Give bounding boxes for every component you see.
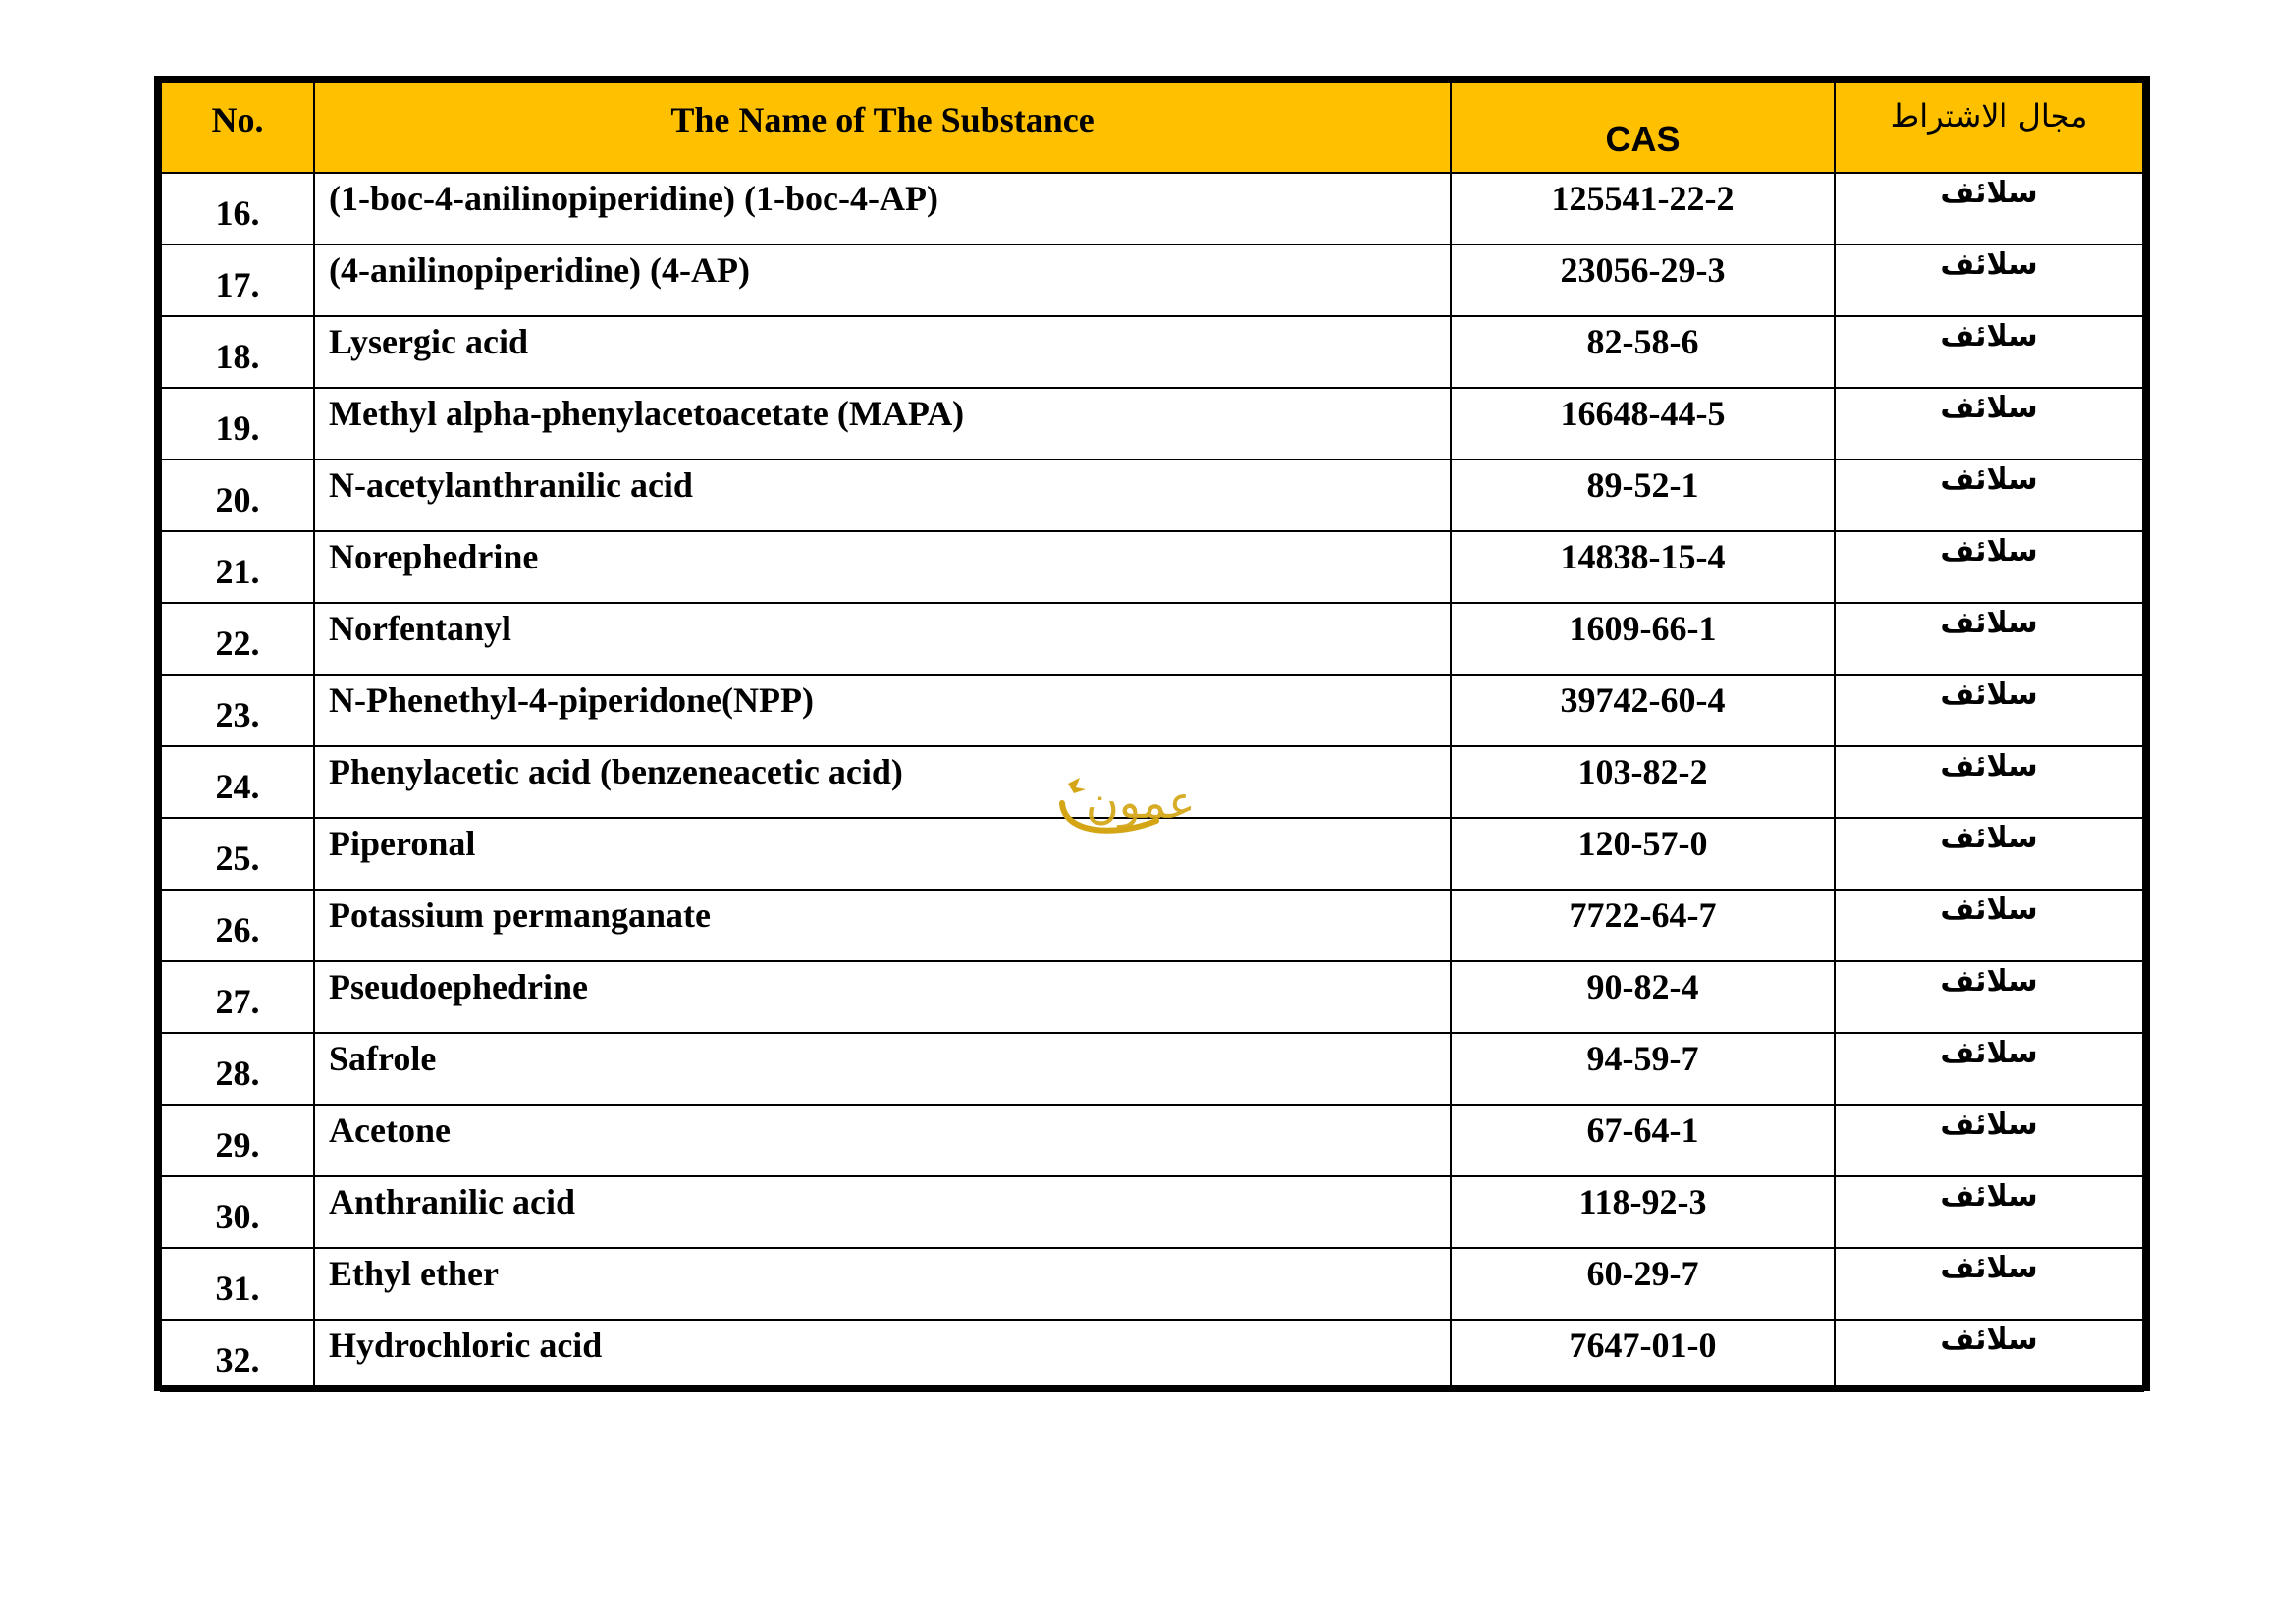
substance-name: N-Phenethyl-4-piperidone(NPP) [314,675,1451,746]
watermark-text: عمون [1086,776,1196,829]
cas-number: 118-92-3 [1451,1176,1835,1248]
table-row [161,1105,2143,1176]
scope-label: سلائف [1835,603,2143,675]
scope-label: سلائف [1835,746,2143,818]
scope-label: سلائف [1835,173,2143,244]
watermark-logo [1058,776,1245,854]
row-number: 16. [161,173,314,244]
cas-number: 7722-64-7 [1451,890,1835,961]
scope-label: سلائف [1835,531,2143,603]
table-row [161,890,2143,961]
table-row [161,388,2143,460]
cas-number: 94-59-7 [1451,1033,1835,1105]
row-number: 30. [161,1176,314,1248]
substances-table [160,81,2144,1392]
row-number: 19. [161,388,314,460]
scope-label: سلائف [1835,675,2143,746]
scope-label: سلائف [1835,1248,2143,1320]
scope-label: سلائف [1835,1176,2143,1248]
cas-number: 120-57-0 [1451,818,1835,890]
cas-number: 67-64-1 [1451,1105,1835,1176]
cas-number: 90-82-4 [1451,961,1835,1033]
table-row [161,173,2143,244]
scope-label: سلائف [1835,388,2143,460]
cas-number: 60-29-7 [1451,1248,1835,1320]
substance-name: Acetone [314,1105,1451,1176]
header-scope: مجال الاشتراط [1835,82,2143,173]
header-no: No. [161,82,314,173]
table-row [161,1248,2143,1320]
table-row [161,1033,2143,1105]
scope-label: سلائف [1835,890,2143,961]
table-header-row [161,82,2143,173]
table-row [161,961,2143,1033]
row-number: 21. [161,531,314,603]
substance-name: (4-anilinopiperidine) (4-AP) [314,244,1451,316]
cas-number: 16648-44-5 [1451,388,1835,460]
substance-name: Phenylacetic acid (benzeneacetic acid) [314,746,1451,818]
cas-number: 7647-01-0 [1451,1320,1835,1391]
cas-number: 125541-22-2 [1451,173,1835,244]
scope-label: سلائف [1835,818,2143,890]
cas-number: 82-58-6 [1451,316,1835,388]
substance-name: Methyl alpha-phenylacetoacetate (MAPA) [314,388,1451,460]
table-row [161,531,2143,603]
row-number: 27. [161,961,314,1033]
substance-name: Piperonal [314,818,1451,890]
row-number: 24. [161,746,314,818]
substance-name: Norephedrine [314,531,1451,603]
row-number: 28. [161,1033,314,1105]
row-number: 17. [161,244,314,316]
scope-label: سلائف [1835,460,2143,531]
table-row [161,244,2143,316]
substance-name: Potassium permanganate [314,890,1451,961]
cas-number: 14838-15-4 [1451,531,1835,603]
table-row [161,316,2143,388]
substance-name: N-acetylanthranilic acid [314,460,1451,531]
cas-number: 23056-29-3 [1451,244,1835,316]
scope-label: سلائف [1835,316,2143,388]
substances-table-frame [154,76,2150,1391]
substance-name: Anthranilic acid [314,1176,1451,1248]
scope-label: سلائف [1835,1105,2143,1176]
cas-number: 89-52-1 [1451,460,1835,531]
substance-name: Safrole [314,1033,1451,1105]
substance-name: (1-boc-4-anilinopiperidine) (1-boc-4-AP) [314,173,1451,244]
substance-name: Ethyl ether [314,1248,1451,1320]
cas-number: 1609-66-1 [1451,603,1835,675]
table-row [161,675,2143,746]
row-number: 26. [161,890,314,961]
cas-number: 103-82-2 [1451,746,1835,818]
substance-name: Pseudoephedrine [314,961,1451,1033]
scope-label: سلائف [1835,1320,2143,1391]
table-row [161,1320,2143,1391]
table-row [161,1176,2143,1248]
header-substance-name: The Name of The Substance [314,82,1451,173]
row-number: 31. [161,1248,314,1320]
row-number: 22. [161,603,314,675]
table-row [161,603,2143,675]
row-number: 20. [161,460,314,531]
table-row [161,460,2143,531]
header-cas: CAS [1451,82,1835,173]
row-number: 25. [161,818,314,890]
scope-label: سلائف [1835,244,2143,316]
scope-label: سلائف [1835,961,2143,1033]
row-number: 29. [161,1105,314,1176]
row-number: 18. [161,316,314,388]
cas-number: 39742-60-4 [1451,675,1835,746]
row-number: 32. [161,1320,314,1391]
substance-name: Norfentanyl [314,603,1451,675]
substance-name: Hydrochloric acid [314,1320,1451,1391]
substance-name: Lysergic acid [314,316,1451,388]
row-number: 23. [161,675,314,746]
scope-label: سلائف [1835,1033,2143,1105]
